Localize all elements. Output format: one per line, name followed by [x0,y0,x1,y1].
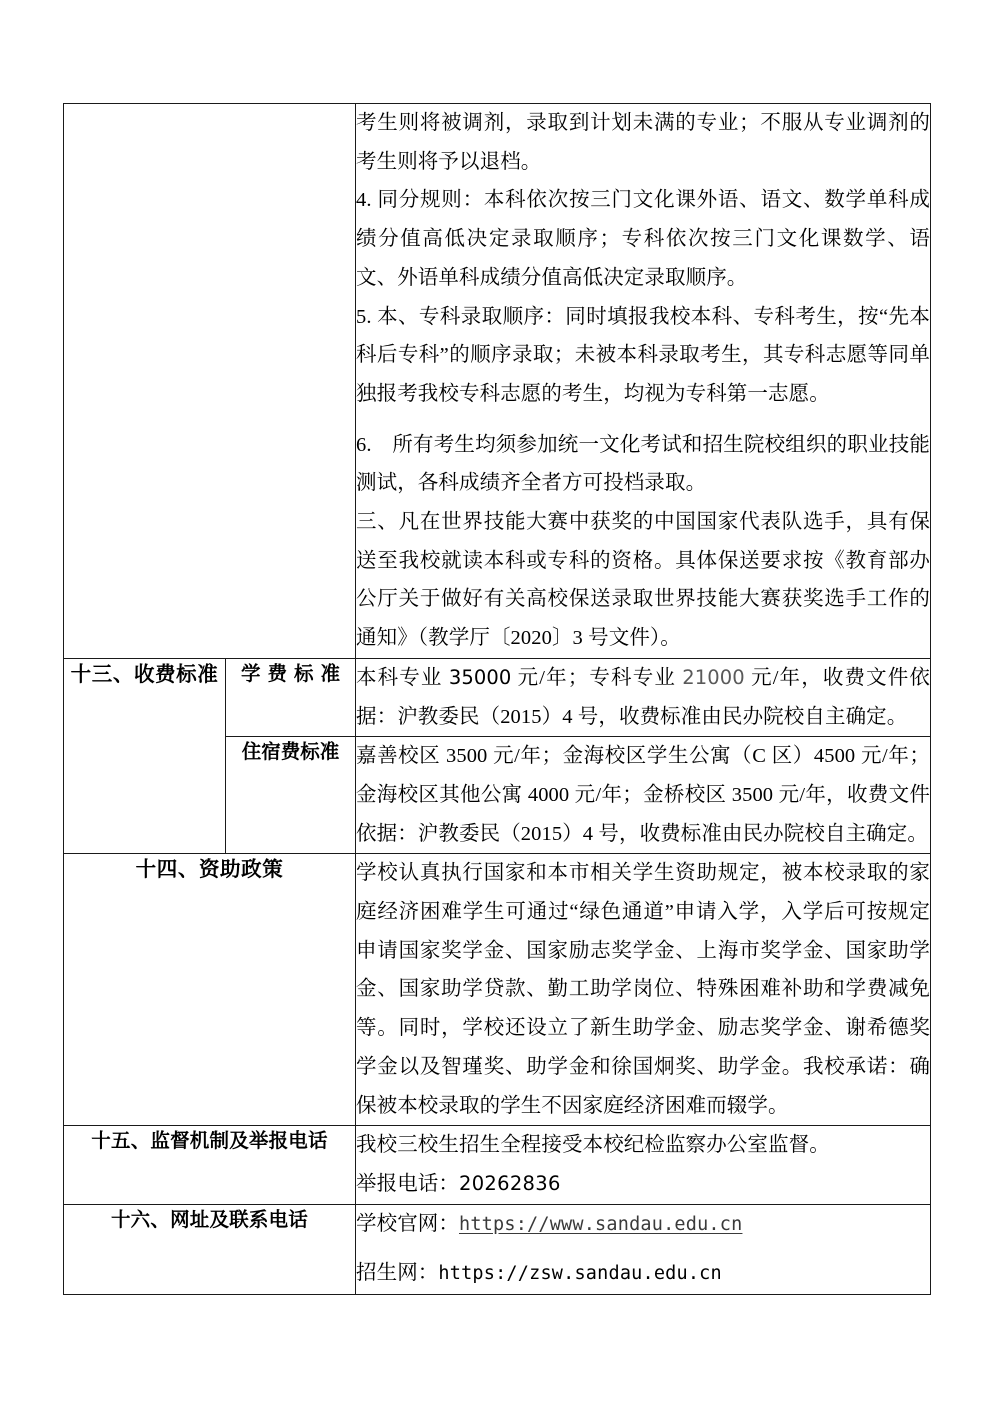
paragraph-exam-requirement: 6. 所有考生均须参加统一文化考试和招生院校组织的职业技能测试，各科成绩齐全者方可投档录取。 [356,433,930,495]
paragraph-order-rule: 5. 本、专科录取顺序：同时填报我校本科、专科考生，按“先本科后专科”的顺序录取；未被本科录取考生，其专科志愿等同单独报考我校专科志愿的考生，均视为专科第一志愿。 [356,305,930,405]
accommodation-standard-text: 嘉善校区 3500 元/年；金海校区学生公寓（C 区）4500 元/年；金海校区其他公寓 4000 元/年；金桥校区 3500 元/年，收费文件依据：沪教委民（2015）4 号，收费标准由民办院校自主确定。 [356,745,930,845]
tuition-part-1: 本科专业 [356,666,449,689]
official-website-label: 学校官网： [356,1212,459,1235]
admissions-website-url[interactable]: https://zsw.sandau.edu.cn [438,1263,722,1285]
paragraph-tie-rule: 4. 同分规则：本科依次按三门文化课外语、语文、数学单科成绩分值高低决定录取顺序；专科依次按三门文化课数学、语文、外语单科成绩分值高低决定录取顺序。 [356,189,930,289]
report-phone-number: 20262836 [459,1171,561,1195]
table-row [64,104,931,659]
funding-policy-body [356,854,931,1126]
tuition-standard-text [356,659,930,736]
supervision-statement: 我校三校生招生全程接受本校纪检监察办公室监督。 [356,1134,830,1157]
paragraph-world-skills: 三、凡在世界技能大赛中获奖的中国国家代表队选手，具有保送至我校就读本科或专科的资格。具体保送要求按《教育部办公厅关于做好有关高校保送录取世界技能大赛获奖选手工作的通知》（教学厅〔2020〕3 号文件）。 [356,511,930,650]
tuition-junior-amount: 21000 [682,665,745,689]
admissions-website-line [356,1254,930,1294]
tuition-part-3: 元/年，收费文件依据：沪教委民（2015）4 号，收费标准由民办院校自主确定。 [356,666,931,728]
tuition-standard-body [356,658,931,736]
sublabel-accommodation-standard: 住宿费标准 [226,737,356,854]
continued-rules-body [356,104,931,659]
admissions-website-label: 招生网： [356,1262,439,1285]
admissions-info-table [63,103,931,1295]
report-phone-label: 举报电话： [356,1172,459,1195]
website-body [356,1204,931,1294]
official-website-line [356,1205,930,1245]
report-phone-line [356,1165,930,1204]
tuition-undergrad-amount: 35000 [448,665,512,689]
row-label-website: 十六、网址及联系电话 [64,1204,356,1294]
tuition-part-2: 元/年；专科专业 [511,666,683,689]
row-label-funding-policy: 十四、资助政策 [64,854,356,1126]
row-label-supervision: 十五、监督机制及举报电话 [64,1126,356,1204]
empty-label-cell [64,104,356,659]
table-row [64,1204,931,1294]
funding-policy-text: 学校认真执行国家和本市相关学生资助规定，被本校录取的家庭经济困难学生可通过“绿色通道”申请入学，入学后可按规定申请国家奖学金、国家励志奖学金、上海市奖学金、国家助学金、国家助学贷款、勤工助学岗位、特殊困难补助和学费减免等。同时，学校还设立了新生助学金、励志奖学金、谢希德奖学金以及智瑾奖、助学金和徐国炯奖、助学金。我校承诺：确保被本校录取的学生不因家庭经济困难而辍学。 [356,862,930,1117]
table-row [64,658,931,736]
accommodation-standard-body [356,737,931,854]
row-label-fee-standard: 十三、收费标准 [64,658,226,854]
supervision-body [356,1126,931,1204]
official-website-url[interactable]: https://www.sandau.edu.cn [459,1213,743,1235]
table-row [64,1126,931,1204]
table-row [64,854,931,1126]
sublabel-tuition-standard: 学费标准 [226,658,356,736]
paragraph-adjustment: 考生则将被调剂，录取到计划未满的专业；不服从专业调剂的考生则将予以退档。 [356,112,930,173]
